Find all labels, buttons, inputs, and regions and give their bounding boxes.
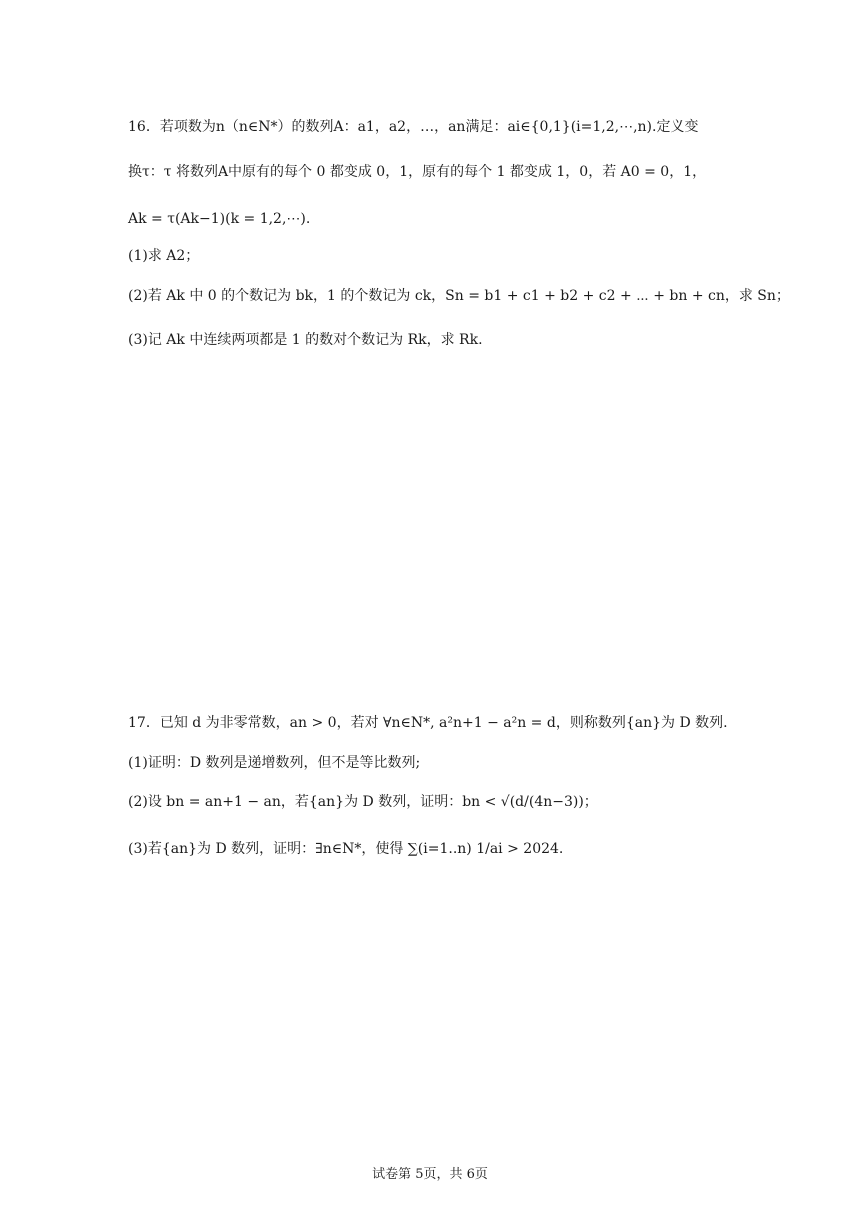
q16-stem-line3: Ak = τ(Ak−1)(k = 1,2,⋯).	[128, 211, 311, 227]
q16-stem-line1: 16．若项数为n（n∈N*）的数列A：a1，a2，…，an满足：ai∈{0,1}(i=1,2,⋯,n).定义变	[128, 119, 699, 135]
q16-part3: (3)记 Ak 中连续两项都是 1 的数对个数记为 Rk，求 Rk.	[128, 332, 483, 348]
page-footer: 试卷第 5页，共 6页	[372, 1167, 488, 1182]
q16-part2: (2)若 Ak 中 0 的个数记为 bk，1 的个数记为 ck，Sn = b1 + c1 + b2 + c2 + ⋯ + bn + cn，求 Sn；	[128, 288, 790, 304]
q17-part2: (2)设 bn = an+1 − an，若{an}为 D 数列，证明：bn < √(d/(4n−3))；	[128, 794, 598, 810]
q17-part3: (3)若{an}为 D 数列，证明：∃n∈N*，使得 ∑(i=1..n) 1/ai > 2024.	[128, 841, 564, 857]
q16-part1: (1)求 A2；	[128, 248, 200, 264]
q17-part1: (1)证明：D 数列是递增数列，但不是等比数列;	[128, 755, 421, 771]
q17-stem: 17．已知 d 为非零常数，an > 0，若对 ∀n∈N*, a²n+1 − a²n = d，则称数列{an}为 D 数列.	[128, 715, 728, 731]
q16-stem-line2: 换τ：τ 将数列A中原有的每个 0 都变成 0，1，原有的每个 1 都变成 1，0，若 A0 = 0，1，	[128, 164, 707, 180]
